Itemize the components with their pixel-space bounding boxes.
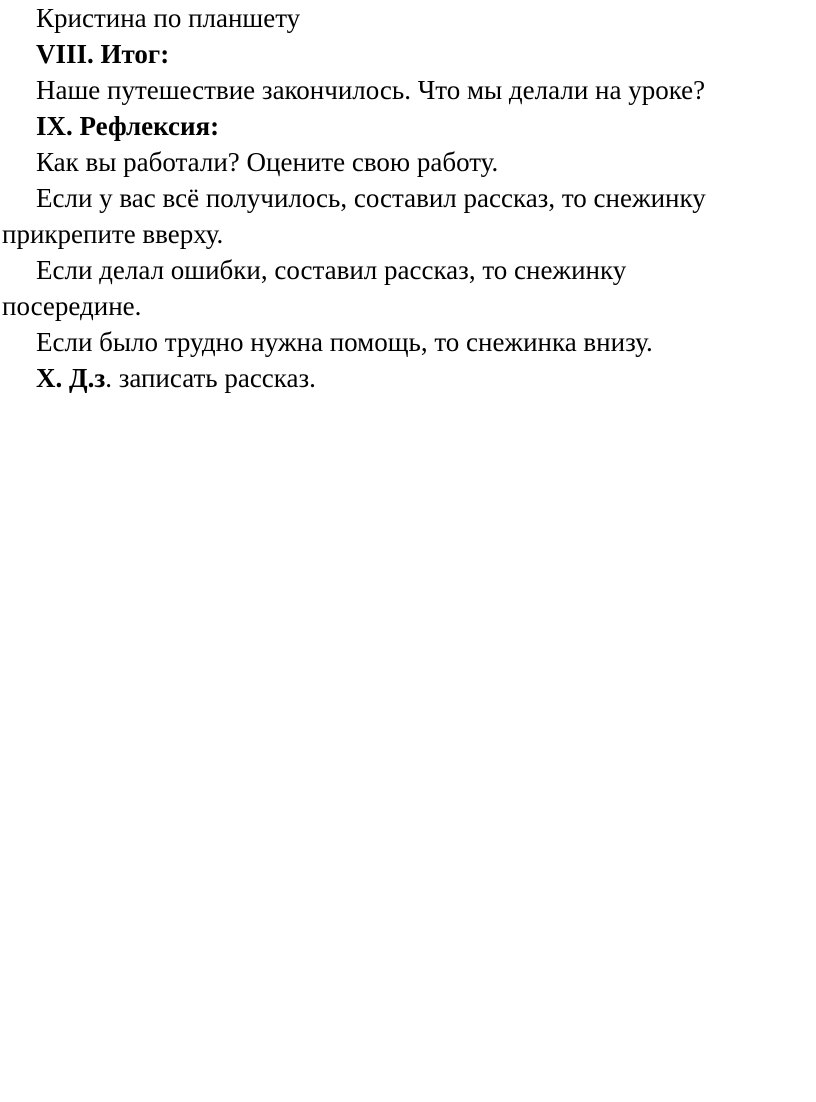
reflection-item-top: Если у вас всё получилось, составил рассказ, то снежинку прикрепите вверху. [2,183,706,249]
intro-line: Кристина по планшету [36,3,301,33]
section-10-text: . записать рассказ. [105,363,316,393]
document-content [2,0,814,396]
section-8-text: Наше путешествие закончилось. Что мы делали на уроке? [36,75,706,105]
section-10-line [2,360,814,396]
section-9-question: Как вы работали? Оцените свою работу. [36,147,499,177]
section-8-heading: VIII. Итог: [36,39,170,69]
reflection-item-bottom: Если было трудно нужна помощь, то снежинка внизу. [36,327,653,357]
section-10-heading: X. Д.з [36,363,106,393]
reflection-item-middle: Если делал ошибки, составил рассказ, то снежинку посередине. [2,255,627,321]
section-9-heading: IX. Рефлексия: [36,111,220,141]
